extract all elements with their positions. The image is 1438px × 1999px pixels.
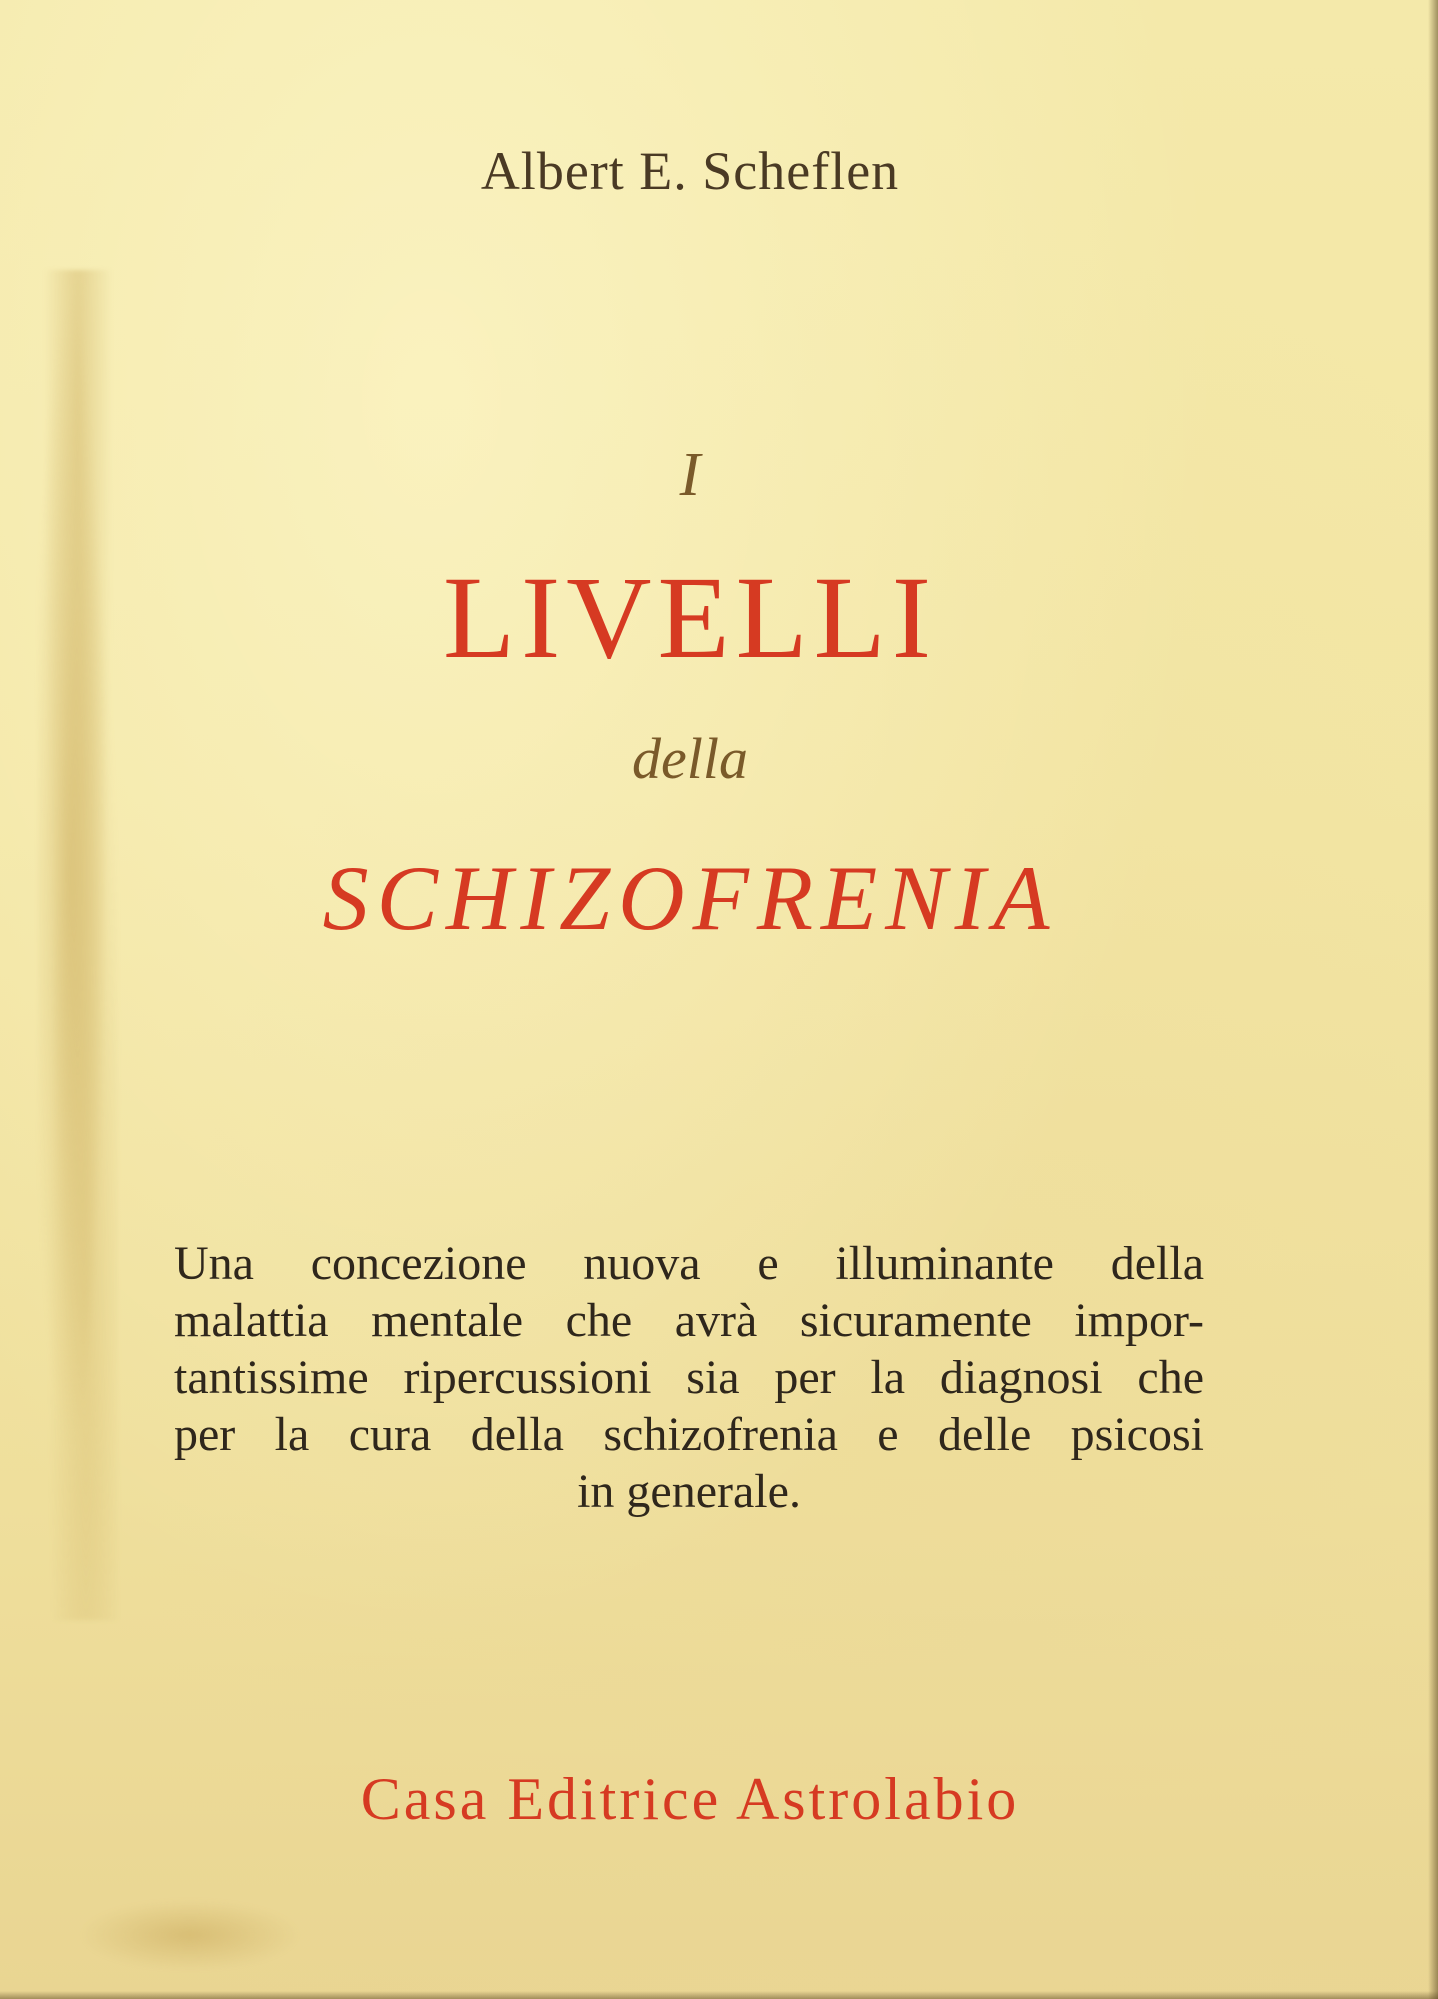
cover-edge-right xyxy=(1428,0,1438,1999)
title-sub: SCHIZOFRENIA xyxy=(322,847,1058,949)
author-name: Albert E. Scheflen xyxy=(480,141,900,201)
blurb-line: Una concezione nuova e illuminante della xyxy=(174,1237,1204,1290)
title-article: I xyxy=(679,441,701,509)
blurb-line: malattia mentale che avrà sicuramente impor- xyxy=(174,1294,1204,1347)
title-main: LIVELLI xyxy=(442,552,938,683)
blurb-line: tantissime ripercussioni sia per la diagnosi che xyxy=(174,1351,1204,1404)
cover-edge-bottom xyxy=(0,1991,1438,1999)
blurb-paragraph xyxy=(174,1235,1204,1520)
publisher-name: Casa Editrice Astrolabio xyxy=(360,1766,1020,1832)
blurb-line: per la cura della schizofrenia e delle psicosi xyxy=(174,1408,1204,1461)
title-connector: della xyxy=(632,726,748,791)
blurb-line: in generale. xyxy=(577,1465,801,1518)
age-stain-bottom xyxy=(80,1900,300,1970)
